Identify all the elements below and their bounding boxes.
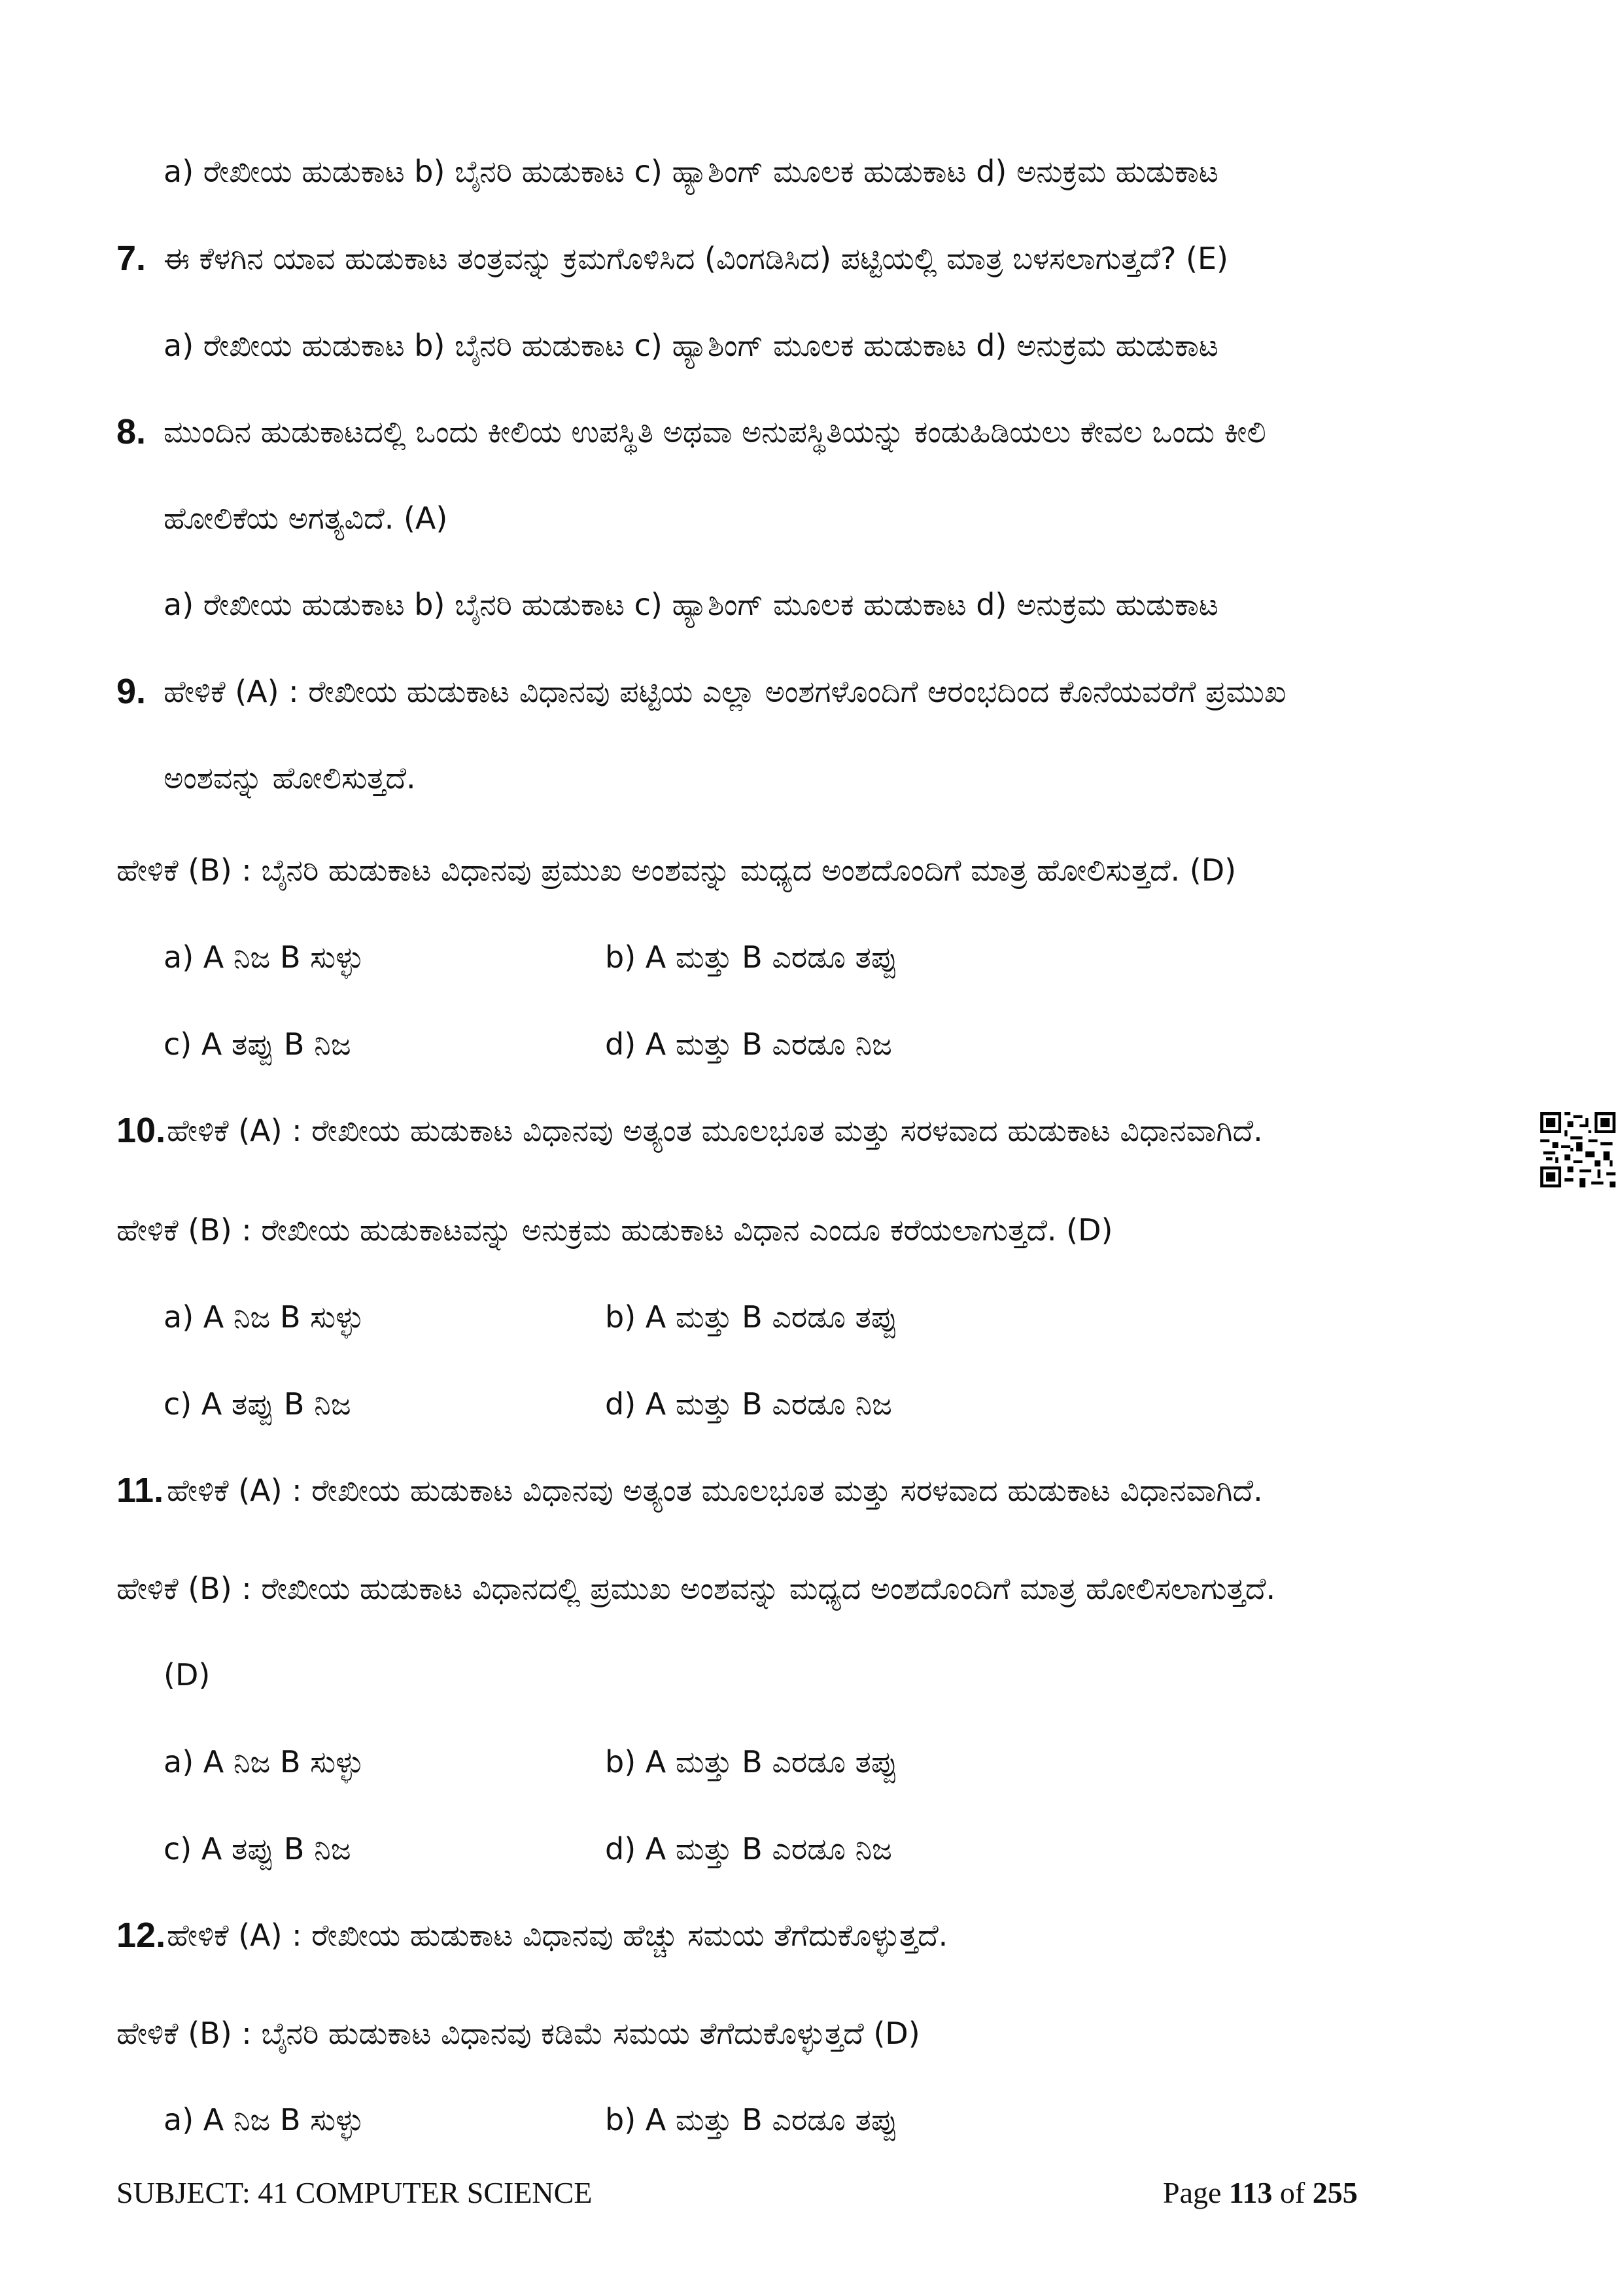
q11-option-c: c) A ತಪ್ಪು B ನಿಜ: [164, 1831, 351, 1866]
page-prefix: Page: [1163, 2176, 1229, 2209]
q10-option-b: b) A ಮತ್ತು B ಎರಡೂ ತಪ್ಪು: [605, 1299, 898, 1335]
q8-text-2: ಹೋಲಿಕೆಯ ಅಗತ್ಯವಿದೆ. (A): [164, 500, 448, 536]
q7-options: a) ರೇಖೀಯ ಹುಡುಕಾಟ b) ಬೈನರಿ ಹುಡುಕಾಟ c) ಹ್ಯಾಶಿಂಗ್ ಮೂಲಕ ಹುಡುಕಾಟ d) ಅನುಕ್ರಮ ಹುಡುಕಾಟ: [164, 328, 1218, 363]
q8-options: a) ರೇಖೀಯ ಹುಡುಕಾಟ b) ಬೈನರಿ ಹುಡುಕಾಟ c) ಹ್ಯಾಶಿಂಗ್ ಮೂಲಕ ಹುಡುಕಾಟ d) ಅನುಕ್ರಮ ಹುಡುಕಾಟ: [164, 587, 1218, 622]
q11-option-b: b) A ಮತ್ತು B ಎರಡೂ ತಪ್ಪು: [605, 1744, 898, 1779]
q11-number: 11.: [116, 1471, 164, 1510]
q12-option-a: a) A ನಿಜ B ಸುಳ್ಳು: [164, 2102, 364, 2137]
q11-statement-b-1: ಹೇಳಿಕೆ (B) : ರೇಖೀಯ ಹುಡುಕಾಟ ವಿಧಾನದಲ್ಲಿ ಪ್ರಮುಖ ಅಂಶವನ್ನು ಮಧ್ಯದ ಅಂಶದೊಂದಿಗೆ ಮಾತ್ರ ಹೋಲಿಸಲಾಗುತ್ತದೆ.: [116, 1571, 1276, 1606]
footer-subject: SUBJECT: 41 COMPUTER SCIENCE: [116, 2176, 593, 2209]
q10-statement-b: ಹೇಳಿಕೆ (B) : ರೇಖೀಯ ಹುಡುಕಾಟವನ್ನು ಅನುಕ್ರಮ ಹುಡುಕಾಟ ವಿಧಾನ ಎಂದೂ ಕರೆಯಲಾಗುತ್ತದೆ. (D): [116, 1212, 1113, 1248]
q9-option-a: a) A ನಿಜ B ಸುಳ್ಳು: [164, 939, 364, 975]
q9-statement-b: ಹೇಳಿಕೆ (B) : ಬೈನರಿ ಹುಡುಕಾಟ ವಿಧಾನವು ಪ್ರಮುಖ ಅಂಶವನ್ನು ಮಧ್ಯದ ಅಂಶದೊಂದಿಗೆ ಮಾತ್ರ ಹೋಲಿಸುತ್ತದೆ. (D): [116, 852, 1237, 888]
q12-number: 12.: [116, 1916, 166, 1955]
q9-option-b: b) A ಮತ್ತು B ಎರಡೂ ತಪ್ಪು: [605, 939, 898, 975]
footer-page-number: [1163, 2175, 1358, 2210]
page-current: 113: [1228, 2176, 1273, 2209]
qr-code-icon: [1540, 1112, 1615, 1187]
q12-statement-a: ಹೇಳಿಕೆ (A) : ರೇಖೀಯ ಹುಡುಕಾಟ ವಿಧಾನವು ಹೆಚ್ಚು ಸಮಯ ತೆಗೆದುಕೊಳ್ಳುತ್ತದೆ.: [167, 1918, 948, 1953]
page-of: of: [1272, 2176, 1313, 2209]
q7-text: ಈ ಕೆಳಗಿನ ಯಾವ ಹುಡುಕಾಟ ತಂತ್ರವನ್ನು ಕ್ರಮಗೊಳಿಸಿದ (ವಿಂಗಡಿಸಿದ) ಪಟ್ಟಿಯಲ್ಲಿ ಮಾತ್ರ ಬಳಸಲಾಗುತ್ತದೆ? (E): [164, 241, 1228, 276]
q10-number: 10.: [116, 1111, 166, 1150]
q12-statement-b: ಹೇಳಿಕೆ (B) : ಬೈನರಿ ಹುಡುಕಾಟ ವಿಧಾನವು ಕಡಿಮೆ ಸಮಯ ತೆಗೆದುಕೊಳ್ಳುತ್ತದೆ (D): [116, 2016, 920, 2051]
q6-options: a) ರೇಖೀಯ ಹುಡುಕಾಟ b) ಬೈನರಿ ಹುಡುಕಾಟ c) ಹ್ಯಾಶಿಂಗ್ ಮೂಲಕ ಹುಡುಕಾಟ d) ಅನುಕ್ರಮ ಹುಡುಕಾಟ: [164, 154, 1218, 189]
q11-statement-a: ಹೇಳಿಕೆ (A) : ರೇಖೀಯ ಹುಡುಕಾಟ ವಿಧಾನವು ಅತ್ಯಂತ ಮೂಲಭೂತ ಮತ್ತು ಸರಳವಾದ ಹುಡುಕಾಟ ವಿಧಾನವಾಗಿದೆ.: [167, 1473, 1263, 1508]
q10-option-c: c) A ತಪ್ಪು B ನಿಜ: [164, 1386, 351, 1422]
q10-option-a: a) A ನಿಜ B ಸುಳ್ಳು: [164, 1299, 364, 1335]
q8-text-1: ಮುಂದಿನ ಹುಡುಕಾಟದಲ್ಲಿ ಒಂದು ಕೀಲಿಯ ಉಪಸ್ಥಿತಿ ಅಥವಾ ಅನುಪಸ್ಥಿತಿಯನ್ನು ಕಂಡುಹಿಡಿಯಲು ಕೇವಲ ಒಂದು ಕೀಲಿ: [164, 414, 1266, 449]
q9-option-c: c) A ತಪ್ಪು B ನಿಜ: [164, 1026, 351, 1062]
q9-option-d: d) A ಮತ್ತು B ಎರಡೂ ನಿಜ: [605, 1026, 892, 1062]
page-total: 255: [1312, 2176, 1358, 2209]
q8-number: 8.: [116, 412, 147, 451]
q10-statement-a: ಹೇಳಿಕೆ (A) : ರೇಖೀಯ ಹುಡುಕಾಟ ವಿಧಾನವು ಅತ್ಯಂತ ಮೂಲಭೂತ ಮತ್ತು ಸರಳವಾದ ಹುಡುಕಾಟ ವಿಧಾನವಾಗಿದೆ.: [167, 1113, 1263, 1148]
q11-option-a: a) A ನಿಜ B ಸುಳ್ಳು: [164, 1744, 364, 1779]
q10-option-d: d) A ಮತ್ತು B ಎರಡೂ ನಿಜ: [605, 1386, 892, 1422]
q9-statement-a-1: ಹೇಳಿಕೆ (A) : ರೇಖೀಯ ಹುಡುಕಾಟ ವಿಧಾನವು ಪಟ್ಟಿಯ ಎಲ್ಲಾ ಅಂಶಗಳೊಂದಿಗೆ ಆರಂಭದಿಂದ ಕೊನೆಯವರೆಗೆ ಪ್ರಮುಖ: [164, 674, 1287, 709]
q9-statement-a-2: ಅಂಶವನ್ನು ಹೋಲಿಸುತ್ತದೆ.: [164, 760, 416, 796]
q9-number: 9.: [116, 672, 147, 711]
q11-option-d: d) A ಮತ್ತು B ಎರಡೂ ನಿಜ: [605, 1831, 892, 1866]
q11-statement-b-2: (D): [164, 1657, 211, 1692]
q7-number: 7.: [116, 239, 147, 278]
q12-option-b: b) A ಮತ್ತು B ಎರಡೂ ತಪ್ಪು: [605, 2102, 898, 2137]
